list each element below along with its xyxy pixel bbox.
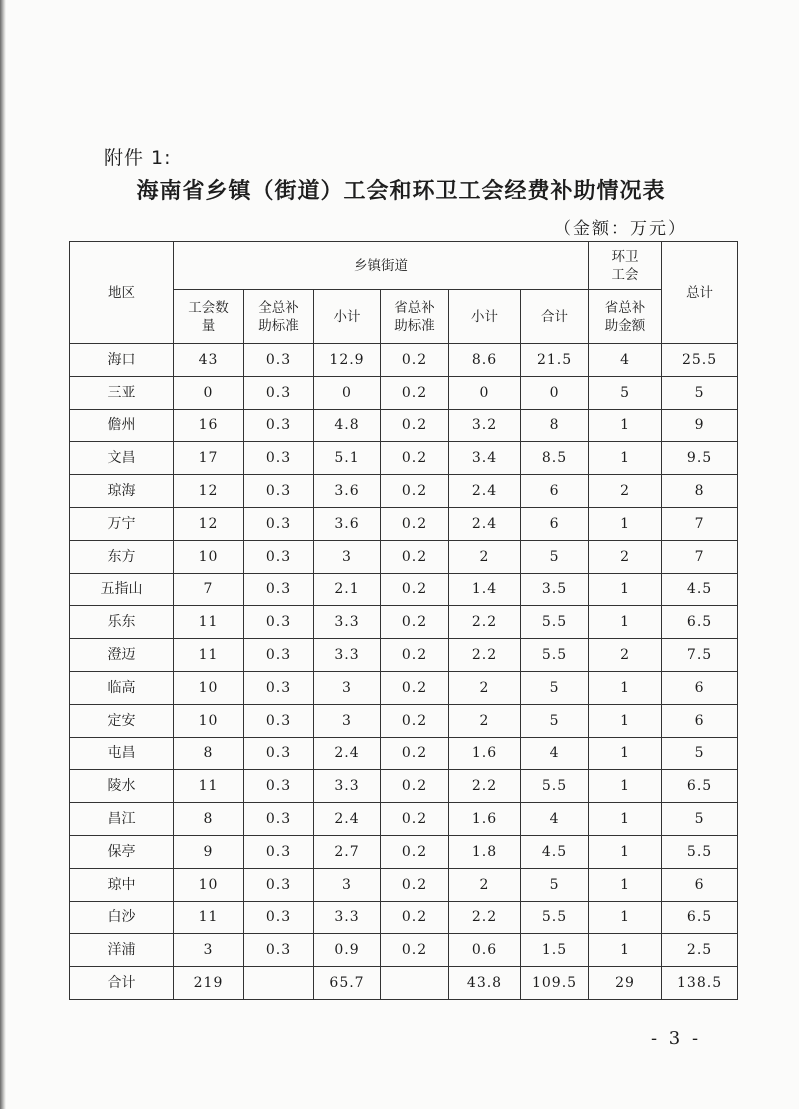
cell-nat-std: 0.3: [244, 934, 314, 967]
cell-sanitation: 1: [589, 704, 662, 737]
cell-prov-std: 0.2: [381, 573, 449, 606]
cell-total: 0: [521, 376, 589, 409]
cell-sanitation: 2: [589, 475, 662, 508]
cell-total: 4: [521, 803, 589, 836]
cell-prov-sub: 1.6: [449, 803, 521, 836]
cell-grand: 7: [662, 540, 738, 573]
cell-nat-std: 0.3: [244, 901, 314, 934]
table-row: [70, 704, 738, 737]
cell-nat-sub: 4.8: [314, 409, 381, 442]
cell-prov-sub: 43.8: [449, 967, 521, 1000]
cell-grand: 5: [662, 376, 738, 409]
cell-nat-sub: 3: [314, 671, 381, 704]
cell-prov-sub: 3.2: [449, 409, 521, 442]
cell-grand: 4.5: [662, 573, 738, 606]
cell-grand: 6.5: [662, 606, 738, 639]
cell-total: 109.5: [521, 967, 589, 1000]
cell-total: 4: [521, 737, 589, 770]
cell-region: 洋浦: [70, 934, 174, 967]
cell-region: 三亚: [70, 376, 174, 409]
cell-region: 屯昌: [70, 737, 174, 770]
cell-prov-std: 0.2: [381, 606, 449, 639]
cell-nat-std: 0.3: [244, 376, 314, 409]
cell-sanitation: 1: [589, 442, 662, 475]
subsidy-table: [69, 241, 738, 1000]
cell-sanitation: 1: [589, 409, 662, 442]
cell-grand: 5: [662, 803, 738, 836]
table-row: [70, 737, 738, 770]
cell-sanitation: 1: [589, 671, 662, 704]
cell-total: 5: [521, 671, 589, 704]
table-row: [70, 803, 738, 836]
cell-nat-std: 0.3: [244, 835, 314, 868]
table-row: [70, 507, 738, 540]
cell-prov-std: 0.2: [381, 737, 449, 770]
cell-nat-sub: 2.7: [314, 835, 381, 868]
cell-count: 12: [174, 475, 244, 508]
cell-nat-std: 0.3: [244, 803, 314, 836]
cell-nat-sub: 0: [314, 376, 381, 409]
page-number: - 3 -: [651, 1028, 702, 1049]
cell-total: 3.5: [521, 573, 589, 606]
cell-count: 9: [174, 835, 244, 868]
cell-nat-std: 0.3: [244, 606, 314, 639]
cell-prov-std: 0.2: [381, 507, 449, 540]
cell-prov-std: 0.2: [381, 409, 449, 442]
cell-count: 16: [174, 409, 244, 442]
cell-count: 11: [174, 639, 244, 672]
cell-nat-sub: 2.4: [314, 737, 381, 770]
cell-region: 海口: [70, 344, 174, 377]
cell-count: 8: [174, 803, 244, 836]
table-row: [70, 639, 738, 672]
cell-nat-sub: 3.6: [314, 475, 381, 508]
cell-prov-sub: 8.6: [449, 344, 521, 377]
cell-prov-sub: 0: [449, 376, 521, 409]
cell-grand: 6: [662, 704, 738, 737]
cell-nat-std: 0.3: [244, 344, 314, 377]
cell-total: 5.5: [521, 770, 589, 803]
cell-nat-sub: 3: [314, 540, 381, 573]
cell-count: 11: [174, 770, 244, 803]
table-row: [70, 409, 738, 442]
cell-sanitation: 1: [589, 770, 662, 803]
cell-total: 1.5: [521, 934, 589, 967]
cell-grand: 8: [662, 475, 738, 508]
cell-nat-std: 0.3: [244, 737, 314, 770]
cell-grand: 2.5: [662, 934, 738, 967]
cell-total: 5: [521, 868, 589, 901]
cell-count: 11: [174, 901, 244, 934]
table-row: [70, 573, 738, 606]
cell-count: 10: [174, 704, 244, 737]
cell-total: 8.5: [521, 442, 589, 475]
cell-grand: 9.5: [662, 442, 738, 475]
cell-region: 琼海: [70, 475, 174, 508]
cell-grand: 7.5: [662, 639, 738, 672]
cell-count: 0: [174, 376, 244, 409]
table-row: [70, 540, 738, 573]
cell-grand: 6: [662, 671, 738, 704]
table-row: [70, 835, 738, 868]
cell-prov-sub: 2: [449, 704, 521, 737]
table-row: [70, 671, 738, 704]
cell-prov-std: 0.2: [381, 671, 449, 704]
cell-sanitation: 1: [589, 934, 662, 967]
cell-nat-std: 0.3: [244, 671, 314, 704]
table-row: [70, 442, 738, 475]
cell-region: 临高: [70, 671, 174, 704]
cell-prov-std: 0.2: [381, 540, 449, 573]
cell-region: 定安: [70, 704, 174, 737]
cell-prov-std: 0.2: [381, 704, 449, 737]
cell-sanitation: 1: [589, 803, 662, 836]
table-row: [70, 934, 738, 967]
cell-prov-std: 0.2: [381, 376, 449, 409]
cell-prov-std: 0.2: [381, 344, 449, 377]
cell-sanitation: 1: [589, 606, 662, 639]
cell-grand: 7: [662, 507, 738, 540]
cell-prov-std: 0.2: [381, 835, 449, 868]
cell-count: 219: [174, 967, 244, 1000]
cell-total: 6: [521, 507, 589, 540]
cell-nat-std: 0.3: [244, 704, 314, 737]
header-grand-total: 总计: [662, 242, 738, 344]
cell-grand: 6: [662, 868, 738, 901]
cell-total: 21.5: [521, 344, 589, 377]
header-union-count: 工会数量: [174, 290, 244, 344]
cell-total: 5: [521, 540, 589, 573]
cell-region: 陵水: [70, 770, 174, 803]
cell-sanitation: 1: [589, 835, 662, 868]
cell-grand: 6.5: [662, 770, 738, 803]
cell-nat-std: [244, 967, 314, 1000]
cell-prov-std: 0.2: [381, 770, 449, 803]
cell-nat-sub: 5.1: [314, 442, 381, 475]
header-sanitation-group: 环卫工会: [589, 242, 662, 290]
cell-total: 5.5: [521, 639, 589, 672]
cell-nat-sub: 3.3: [314, 770, 381, 803]
cell-nat-std: 0.3: [244, 409, 314, 442]
cell-prov-std: 0.2: [381, 639, 449, 672]
cell-count: 10: [174, 868, 244, 901]
cell-sanitation: 1: [589, 507, 662, 540]
cell-sanitation: 1: [589, 573, 662, 606]
cell-prov-std: 0.2: [381, 475, 449, 508]
cell-nat-sub: 3.6: [314, 507, 381, 540]
header-sanitation-amount: 省总补助金额: [589, 290, 662, 344]
cell-count: 7: [174, 573, 244, 606]
cell-count: 8: [174, 737, 244, 770]
table-row: [70, 344, 738, 377]
cell-prov-sub: 2.2: [449, 901, 521, 934]
cell-grand: 6.5: [662, 901, 738, 934]
cell-prov-sub: 1.6: [449, 737, 521, 770]
cell-prov-std: 0.2: [381, 803, 449, 836]
cell-region: 东方: [70, 540, 174, 573]
cell-count: 3: [174, 934, 244, 967]
header-provincial-standard: 省总补助标准: [381, 290, 449, 344]
cell-sanitation: 4: [589, 344, 662, 377]
cell-nat-std: 0.3: [244, 639, 314, 672]
document-title: 海南省乡镇（街道）工会和环卫工会经费补助情况表: [136, 178, 666, 204]
cell-nat-std: 0.3: [244, 507, 314, 540]
cell-sanitation: 5: [589, 376, 662, 409]
cell-region: 琼中: [70, 868, 174, 901]
table-row: [70, 770, 738, 803]
cell-grand: 5: [662, 737, 738, 770]
header-total: 合计: [521, 290, 589, 344]
cell-nat-std: 0.3: [244, 475, 314, 508]
cell-region: 万宁: [70, 507, 174, 540]
table-row: [70, 606, 738, 639]
cell-total: 8: [521, 409, 589, 442]
cell-nat-sub: 65.7: [314, 967, 381, 1000]
cell-prov-sub: 2.2: [449, 606, 521, 639]
table-total-row: [70, 967, 738, 1000]
header-subtotal-national: 小计: [314, 290, 381, 344]
cell-region: 五指山: [70, 573, 174, 606]
cell-count: 43: [174, 344, 244, 377]
cell-nat-sub: 3: [314, 704, 381, 737]
cell-sanitation: 2: [589, 639, 662, 672]
cell-total: 6: [521, 475, 589, 508]
cell-nat-sub: 3.3: [314, 901, 381, 934]
cell-nat-sub: 3.3: [314, 606, 381, 639]
cell-count: 11: [174, 606, 244, 639]
cell-prov-std: 0.2: [381, 901, 449, 934]
cell-sanitation: 1: [589, 737, 662, 770]
cell-nat-sub: 12.9: [314, 344, 381, 377]
cell-nat-sub: 0.9: [314, 934, 381, 967]
cell-nat-std: 0.3: [244, 540, 314, 573]
cell-prov-sub: 2.2: [449, 770, 521, 803]
attachment-label: 附件 1:: [104, 147, 172, 169]
cell-total: 5.5: [521, 606, 589, 639]
cell-grand: 25.5: [662, 344, 738, 377]
cell-region: 澄迈: [70, 639, 174, 672]
cell-prov-std: 0.2: [381, 934, 449, 967]
table-row: [70, 868, 738, 901]
unit-note: （金额：万元）: [554, 219, 687, 239]
cell-nat-sub: 2.4: [314, 803, 381, 836]
cell-prov-sub: 2: [449, 540, 521, 573]
cell-region: 保亭: [70, 835, 174, 868]
cell-sanitation: 1: [589, 868, 662, 901]
scanned-page-edge: [0, 0, 6, 1109]
cell-grand: 5.5: [662, 835, 738, 868]
cell-sanitation: 1: [589, 901, 662, 934]
cell-prov-sub: 2.4: [449, 475, 521, 508]
cell-count: 17: [174, 442, 244, 475]
cell-region: 白沙: [70, 901, 174, 934]
cell-region: 乐东: [70, 606, 174, 639]
cell-nat-std: 0.3: [244, 770, 314, 803]
header-row-1: [70, 242, 738, 290]
cell-count: 10: [174, 671, 244, 704]
cell-count: 10: [174, 540, 244, 573]
cell-sanitation: 29: [589, 967, 662, 1000]
cell-region: 文昌: [70, 442, 174, 475]
cell-nat-sub: 3: [314, 868, 381, 901]
cell-count: 12: [174, 507, 244, 540]
cell-prov-std: 0.2: [381, 442, 449, 475]
cell-prov-sub: 1.8: [449, 835, 521, 868]
cell-nat-sub: 3.3: [314, 639, 381, 672]
header-region: 地区: [70, 242, 174, 344]
cell-prov-sub: 2.2: [449, 639, 521, 672]
cell-nat-std: 0.3: [244, 868, 314, 901]
cell-total: 4.5: [521, 835, 589, 868]
cell-sanitation: 2: [589, 540, 662, 573]
cell-prov-std: [381, 967, 449, 1000]
cell-prov-sub: 2.4: [449, 507, 521, 540]
cell-prov-sub: 1.4: [449, 573, 521, 606]
header-township-group: 乡镇街道: [174, 242, 589, 290]
cell-prov-sub: 2: [449, 671, 521, 704]
cell-nat-std: 0.3: [244, 573, 314, 606]
cell-grand: 138.5: [662, 967, 738, 1000]
cell-prov-sub: 2: [449, 868, 521, 901]
cell-prov-sub: 3.4: [449, 442, 521, 475]
cell-prov-std: 0.2: [381, 868, 449, 901]
header-subtotal-provincial: 小计: [449, 290, 521, 344]
table-row: [70, 475, 738, 508]
cell-grand: 9: [662, 409, 738, 442]
cell-total: 5.5: [521, 901, 589, 934]
table-row: [70, 901, 738, 934]
cell-region: 儋州: [70, 409, 174, 442]
cell-region: 昌江: [70, 803, 174, 836]
table-body: [70, 344, 738, 1000]
cell-prov-sub: 0.6: [449, 934, 521, 967]
cell-nat-std: 0.3: [244, 442, 314, 475]
table-row: [70, 376, 738, 409]
header-national-standard: 全总补助标准: [244, 290, 314, 344]
cell-total: 5: [521, 704, 589, 737]
cell-region: 合计: [70, 967, 174, 1000]
cell-nat-sub: 2.1: [314, 573, 381, 606]
